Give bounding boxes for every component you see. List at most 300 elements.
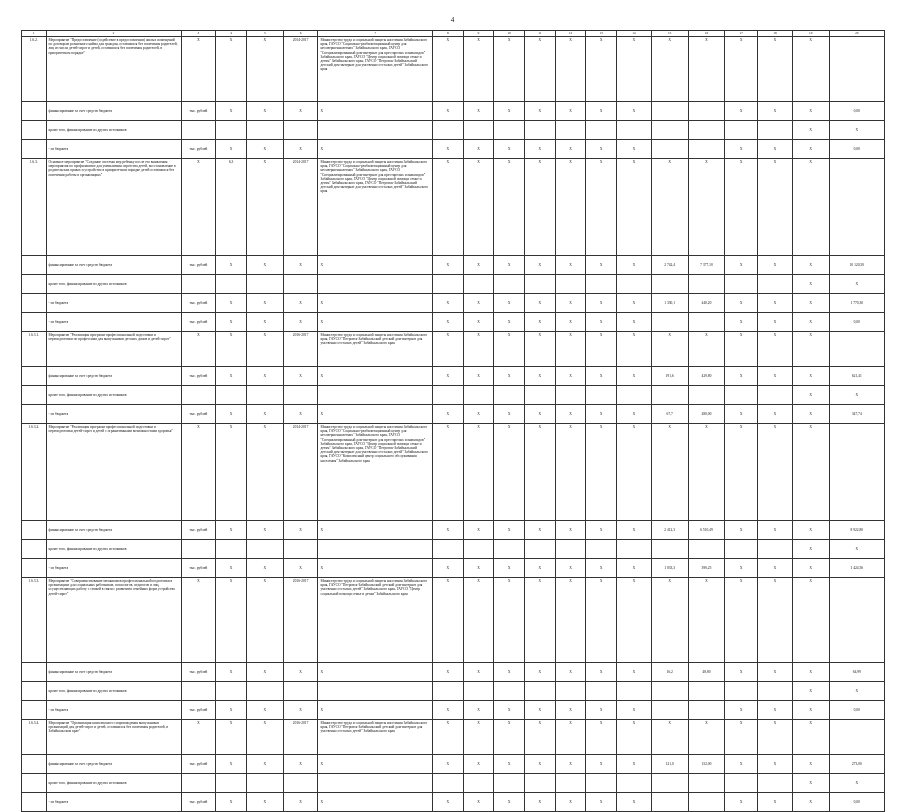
table-cell: X bbox=[758, 424, 793, 521]
table-cell bbox=[216, 774, 247, 793]
table-cell bbox=[22, 102, 47, 121]
table-cell: X bbox=[246, 424, 283, 521]
table-cell bbox=[725, 386, 758, 405]
table-cell bbox=[246, 275, 283, 294]
table-cell: X bbox=[725, 720, 758, 755]
table-cell: 280,00 bbox=[688, 405, 725, 424]
table-cell: X bbox=[283, 701, 318, 720]
budget-table bbox=[21, 30, 885, 812]
table-cell: X bbox=[688, 332, 725, 367]
funding-row bbox=[22, 102, 885, 121]
table-cell: - из бюджета bbox=[46, 313, 181, 332]
table-cell: 1.6.3.1. bbox=[22, 332, 47, 367]
table-cell: X bbox=[432, 793, 463, 812]
table-cell bbox=[555, 275, 586, 294]
table-cell: Министерство труда и социальной защиты населения Забайкальского края, ГАУСО "Петровск-Забайкальский детский дом-интернат для умственно отсталых детей" Забайкальского края, ГАУСО "Центр социальной помощи семье и детям" Забайкальского края bbox=[318, 578, 433, 663]
table-cell: X bbox=[792, 102, 829, 121]
table-cell: X bbox=[463, 102, 494, 121]
table-cell: X bbox=[555, 559, 586, 578]
table-cell: тыс. рублей bbox=[181, 793, 216, 812]
table-cell bbox=[651, 793, 688, 812]
table-cell: X bbox=[792, 793, 829, 812]
table-cell: тыс. рублей bbox=[181, 663, 216, 682]
table-cell: X bbox=[586, 755, 617, 774]
table-cell: X bbox=[725, 294, 758, 313]
table-cell: X bbox=[617, 294, 652, 313]
table-cell: X bbox=[463, 755, 494, 774]
table-cell bbox=[181, 540, 216, 559]
table-cell: X bbox=[725, 559, 758, 578]
table-cell: X bbox=[725, 37, 758, 102]
table-cell bbox=[555, 540, 586, 559]
table-cell bbox=[651, 140, 688, 159]
table-cell: X bbox=[792, 663, 829, 682]
table-cell bbox=[283, 386, 318, 405]
table-cell: X bbox=[318, 140, 433, 159]
measure-row bbox=[22, 37, 885, 102]
table-cell bbox=[216, 682, 247, 701]
table-cell bbox=[725, 774, 758, 793]
table-cell bbox=[432, 774, 463, 793]
table-cell: X bbox=[792, 720, 829, 755]
column-header: 7 bbox=[318, 31, 433, 37]
table-cell bbox=[22, 256, 47, 275]
table-cell bbox=[758, 121, 793, 140]
measure-row bbox=[22, 720, 885, 755]
table-cell: X bbox=[432, 313, 463, 332]
table-cell: X bbox=[494, 37, 525, 102]
table-cell: X bbox=[283, 793, 318, 812]
table-cell: X bbox=[651, 37, 688, 102]
table-cell: X bbox=[525, 140, 556, 159]
table-cell bbox=[283, 275, 318, 294]
table-cell: X bbox=[555, 793, 586, 812]
table-cell: X bbox=[525, 294, 556, 313]
table-cell: X bbox=[494, 521, 525, 540]
table-cell: X bbox=[555, 578, 586, 663]
table-cell: X bbox=[246, 578, 283, 663]
table-cell: X bbox=[463, 578, 494, 663]
funding-row bbox=[22, 256, 885, 275]
table-cell: X bbox=[525, 663, 556, 682]
table-cell bbox=[432, 540, 463, 559]
table-cell bbox=[555, 682, 586, 701]
table-cell: X bbox=[318, 701, 433, 720]
table-cell: X bbox=[525, 559, 556, 578]
table-cell: X bbox=[432, 424, 463, 521]
table-cell: X bbox=[525, 102, 556, 121]
table-cell bbox=[318, 540, 433, 559]
table-cell: X bbox=[494, 559, 525, 578]
table-cell: 1 033,3 bbox=[651, 559, 688, 578]
table-cell bbox=[432, 682, 463, 701]
table-cell: X bbox=[216, 793, 247, 812]
table-cell bbox=[758, 682, 793, 701]
table-cell: X bbox=[216, 578, 247, 663]
column-header: 10 bbox=[494, 31, 525, 37]
table-cell bbox=[688, 386, 725, 405]
table-cell bbox=[283, 682, 318, 701]
table-cell bbox=[494, 774, 525, 793]
table-cell: X bbox=[792, 140, 829, 159]
table-cell bbox=[283, 121, 318, 140]
table-cell: X bbox=[246, 701, 283, 720]
table-cell: X bbox=[318, 102, 433, 121]
table-cell: X bbox=[181, 578, 216, 663]
table-cell bbox=[651, 275, 688, 294]
table-cell: X bbox=[432, 521, 463, 540]
table-cell: финансирование за счет средств бюджета bbox=[46, 521, 181, 540]
table-cell: X bbox=[555, 367, 586, 386]
table-cell: 1.6.3.2. bbox=[22, 424, 47, 521]
table-cell: X bbox=[688, 424, 725, 521]
table-cell: X bbox=[617, 663, 652, 682]
table-cell bbox=[651, 701, 688, 720]
table-cell bbox=[617, 275, 652, 294]
table-cell: X bbox=[432, 159, 463, 256]
table-cell: X bbox=[463, 256, 494, 275]
table-cell bbox=[617, 774, 652, 793]
table-cell bbox=[688, 121, 725, 140]
table-cell bbox=[617, 540, 652, 559]
table-cell: X bbox=[555, 159, 586, 256]
table-cell bbox=[651, 121, 688, 140]
table-cell: X bbox=[525, 720, 556, 755]
table-cell: X bbox=[246, 559, 283, 578]
table-cell: X bbox=[758, 313, 793, 332]
table-cell bbox=[181, 774, 216, 793]
table-cell: X bbox=[586, 37, 617, 102]
table-cell: 8 922,80 bbox=[829, 521, 884, 540]
table-cell: X bbox=[586, 720, 617, 755]
table-cell: X bbox=[318, 793, 433, 812]
table-cell bbox=[494, 275, 525, 294]
table-cell: X bbox=[586, 313, 617, 332]
funding-row bbox=[22, 275, 885, 294]
table-cell bbox=[22, 405, 47, 424]
table-cell: 121,0 bbox=[651, 755, 688, 774]
table-cell: X bbox=[617, 256, 652, 275]
funding-row bbox=[22, 140, 885, 159]
table-cell: X bbox=[792, 578, 829, 663]
column-header: 19 bbox=[792, 31, 829, 37]
table-cell: X bbox=[463, 793, 494, 812]
table-cell: X bbox=[586, 102, 617, 121]
table-cell: X bbox=[792, 559, 829, 578]
table-cell: X bbox=[463, 701, 494, 720]
table-cell: X bbox=[463, 332, 494, 367]
table-cell: X bbox=[432, 367, 463, 386]
table-cell: X bbox=[246, 294, 283, 313]
table-cell: Министерство труда и социальной защиты населения Забайкальского края, ГАУСО "Социально-реабилитационный центр для несовершеннолетних" Забайкальского края, ГАУСО "Специализированный дом-интернат для престарелых и инвалидов" Забайкальского края, ГАУСО "Центр социальной помощи семье и детям" Забайкальского края, ГАУСО "Петровск-Забайкальский детский дом-интернат для умственно отсталых детей" Забайкальского края bbox=[318, 159, 433, 256]
column-header: 4 bbox=[216, 31, 247, 37]
table-cell: X bbox=[758, 102, 793, 121]
table-cell: X bbox=[617, 140, 652, 159]
table-cell: X bbox=[758, 701, 793, 720]
table-cell: Основное мероприятие "Создание системы мер ребенку после его выявления: мероприятия по профилактике для уменьшения сиротства детей, восстановление в родительских правах и устройство в приоритетном порядке детей оставшихся без попечения работы в организациях" bbox=[46, 159, 181, 256]
table-cell: X bbox=[651, 332, 688, 367]
table-cell: 2016-2017 bbox=[283, 578, 318, 663]
table-cell: X bbox=[555, 405, 586, 424]
table-cell: X bbox=[463, 559, 494, 578]
table-cell: X bbox=[494, 159, 525, 256]
table-cell: X bbox=[216, 256, 247, 275]
table-cell: X bbox=[792, 521, 829, 540]
table-cell: X bbox=[829, 682, 884, 701]
table-cell: 347,74 bbox=[829, 405, 884, 424]
table-cell: X bbox=[246, 793, 283, 812]
table-cell bbox=[463, 121, 494, 140]
table-cell: X bbox=[758, 755, 793, 774]
table-cell: X bbox=[494, 294, 525, 313]
table-cell: X bbox=[525, 755, 556, 774]
table-cell bbox=[22, 121, 47, 140]
table-cell: X bbox=[246, 102, 283, 121]
table-cell bbox=[586, 121, 617, 140]
table-cell: X bbox=[725, 578, 758, 663]
table-cell: X bbox=[216, 559, 247, 578]
table-cell bbox=[688, 701, 725, 720]
table-cell: X bbox=[318, 521, 433, 540]
table-cell: X bbox=[688, 37, 725, 102]
table-cell bbox=[22, 701, 47, 720]
table-cell: X bbox=[494, 367, 525, 386]
table-cell bbox=[758, 540, 793, 559]
table-cell: финансирование за счет средств бюджета bbox=[46, 367, 181, 386]
column-header: 14 bbox=[617, 31, 652, 37]
funding-row bbox=[22, 313, 885, 332]
table-cell bbox=[463, 774, 494, 793]
table-cell: 0,00 bbox=[829, 793, 884, 812]
table-cell: X bbox=[283, 294, 318, 313]
table-cell bbox=[246, 540, 283, 559]
table-cell: X bbox=[792, 774, 829, 793]
table-cell: 1.6.3. bbox=[22, 159, 47, 256]
table-cell bbox=[494, 540, 525, 559]
funding-row bbox=[22, 793, 885, 812]
table-cell: Мероприятие "Реализация программ профессиональной подготовки и переподготовки детей-сирот и детей с ограниченными возможностями здоровья" bbox=[46, 424, 181, 521]
table-cell: X bbox=[463, 37, 494, 102]
table-cell: X bbox=[758, 159, 793, 256]
table-cell: Министерство труда и социальной защиты населения Забайкальского края, ГАУСО "Социально-реабилитационный центр для несовершеннолетних" Забайкальского края, ГАУСО "Специализированный дом-интернат для престарелых и инвалидов" Забайкальского края, ГАУСО "Центр социальной помощи семье и детям" Забайкальского края, ГАУСО "Петровск-Забайкальский детский дом-интернат для умственно отсталых детей" Забайкальского края bbox=[318, 37, 433, 102]
table-cell bbox=[22, 313, 47, 332]
table-cell: X bbox=[283, 755, 318, 774]
table-cell: X bbox=[494, 102, 525, 121]
table-cell bbox=[181, 682, 216, 701]
table-cell: X bbox=[758, 663, 793, 682]
table-cell: X bbox=[432, 256, 463, 275]
table-cell bbox=[829, 159, 884, 256]
table-cell: X bbox=[246, 140, 283, 159]
table-cell: X bbox=[555, 332, 586, 367]
table-cell: X bbox=[586, 140, 617, 159]
table-cell: X bbox=[246, 332, 283, 367]
table-cell bbox=[318, 774, 433, 793]
table-cell bbox=[688, 102, 725, 121]
table-cell bbox=[617, 682, 652, 701]
table-cell: X bbox=[758, 140, 793, 159]
table-cell: X bbox=[525, 37, 556, 102]
table-cell: 1 424,56 bbox=[829, 559, 884, 578]
table-cell bbox=[318, 121, 433, 140]
table-cell: X bbox=[283, 367, 318, 386]
column-header: 2 bbox=[46, 31, 181, 37]
table-cell: X bbox=[318, 559, 433, 578]
table-cell: 152,00 bbox=[688, 755, 725, 774]
table-cell: X bbox=[586, 559, 617, 578]
table-cell bbox=[22, 386, 47, 405]
table-cell bbox=[829, 332, 884, 367]
table-cell: X bbox=[494, 793, 525, 812]
table-cell: - из бюджета bbox=[46, 294, 181, 313]
table-cell: X bbox=[792, 256, 829, 275]
table-cell: X bbox=[792, 424, 829, 521]
table-cell: X bbox=[725, 405, 758, 424]
table-cell: X bbox=[758, 521, 793, 540]
table-cell bbox=[555, 774, 586, 793]
funding-row bbox=[22, 755, 885, 774]
table-cell: X bbox=[586, 578, 617, 663]
table-cell: Министерство труда и социальной защиты населения Забайкальского края, ГАУСО "Петровск-Забайкальский детский дом-интернат для умственно отсталых детей" Забайкальского края bbox=[318, 720, 433, 755]
table-cell: X bbox=[829, 121, 884, 140]
table-cell: X bbox=[181, 37, 216, 102]
table-cell bbox=[494, 121, 525, 140]
table-cell: X bbox=[586, 793, 617, 812]
table-cell: X bbox=[494, 424, 525, 521]
table-cell bbox=[22, 682, 47, 701]
table-cell bbox=[617, 386, 652, 405]
table-cell: 0,00 bbox=[829, 701, 884, 720]
table-cell bbox=[651, 682, 688, 701]
table-cell: X bbox=[758, 405, 793, 424]
table-cell: X bbox=[651, 159, 688, 256]
table-cell: X bbox=[494, 663, 525, 682]
table-cell: X bbox=[525, 313, 556, 332]
table-cell bbox=[586, 386, 617, 405]
table-cell: X bbox=[725, 755, 758, 774]
table-cell bbox=[246, 121, 283, 140]
table-cell: 16,2 bbox=[651, 663, 688, 682]
table-cell bbox=[22, 559, 47, 578]
table-cell: X bbox=[758, 578, 793, 663]
table-cell: X bbox=[246, 37, 283, 102]
table-cell: кроме того, финансирование из других источников bbox=[46, 682, 181, 701]
table-cell: X bbox=[318, 313, 433, 332]
funding-row bbox=[22, 405, 885, 424]
table-cell: тыс. рублей bbox=[181, 521, 216, 540]
table-cell: X bbox=[617, 424, 652, 521]
table-cell: X bbox=[586, 159, 617, 256]
table-cell: X bbox=[216, 37, 247, 102]
table-cell: тыс. рублей bbox=[181, 755, 216, 774]
table-cell bbox=[758, 774, 793, 793]
table-cell: X bbox=[432, 720, 463, 755]
table-cell: X bbox=[525, 405, 556, 424]
table-cell bbox=[463, 682, 494, 701]
column-header: 20 bbox=[829, 31, 884, 37]
table-cell: X bbox=[216, 102, 247, 121]
table-cell bbox=[22, 540, 47, 559]
table-cell: X bbox=[216, 140, 247, 159]
funding-row bbox=[22, 121, 885, 140]
table-cell: X bbox=[792, 682, 829, 701]
table-cell: тыс. рублей bbox=[181, 405, 216, 424]
table-cell bbox=[494, 682, 525, 701]
table-cell: X bbox=[216, 424, 247, 521]
table-cell bbox=[22, 793, 47, 812]
funding-row bbox=[22, 682, 885, 701]
table-cell: X bbox=[586, 701, 617, 720]
table-cell bbox=[525, 682, 556, 701]
table-cell: 0,00 bbox=[829, 313, 884, 332]
table-cell: тыс. рублей bbox=[181, 559, 216, 578]
table-cell: X bbox=[586, 256, 617, 275]
table-cell: X bbox=[725, 256, 758, 275]
table-cell bbox=[758, 386, 793, 405]
table-cell: X bbox=[758, 37, 793, 102]
table-cell: X bbox=[758, 720, 793, 755]
table-cell: 390,25 bbox=[688, 559, 725, 578]
table-cell: X bbox=[216, 405, 247, 424]
table-cell: X bbox=[525, 578, 556, 663]
table-cell bbox=[283, 540, 318, 559]
table-cell: X bbox=[246, 663, 283, 682]
table-cell: кроме того, финансирование из других источников bbox=[46, 121, 181, 140]
table-cell bbox=[586, 682, 617, 701]
table-cell: 6 510,49 bbox=[688, 521, 725, 540]
table-cell: - из бюджета bbox=[46, 701, 181, 720]
table-cell bbox=[688, 793, 725, 812]
table-cell: X bbox=[494, 701, 525, 720]
table-cell: 1.6.3.3. bbox=[22, 578, 47, 663]
column-header: 9 bbox=[463, 31, 494, 37]
table-cell: X bbox=[725, 701, 758, 720]
table-cell: X bbox=[432, 755, 463, 774]
table-cell: X bbox=[688, 720, 725, 755]
table-cell: X bbox=[432, 140, 463, 159]
table-cell: X bbox=[463, 405, 494, 424]
table-cell: X bbox=[725, 793, 758, 812]
table-cell: X bbox=[318, 405, 433, 424]
table-cell: X bbox=[216, 755, 247, 774]
table-cell: X bbox=[216, 720, 247, 755]
table-cell: X bbox=[586, 367, 617, 386]
table-cell bbox=[829, 37, 884, 102]
table-cell: X bbox=[758, 367, 793, 386]
funding-row bbox=[22, 386, 885, 405]
table-cell: Мероприятие "Совершенствование механизмов профессиональной подготовки в организациях для социальных работников, психологов, педагогов и лиц, осуществляющих работу с семьей в связи с развитием семейных форм устройства детей-сирот" bbox=[46, 578, 181, 663]
table-cell: 1.6.2. bbox=[22, 37, 47, 102]
table-cell: X bbox=[463, 720, 494, 755]
table-cell: X bbox=[688, 159, 725, 256]
table-cell bbox=[651, 386, 688, 405]
table-cell bbox=[181, 121, 216, 140]
table-cell: 621,41 bbox=[829, 367, 884, 386]
table-cell: X bbox=[725, 102, 758, 121]
table-cell: X bbox=[494, 578, 525, 663]
funding-row bbox=[22, 663, 885, 682]
table-cell: X bbox=[792, 755, 829, 774]
funding-row bbox=[22, 521, 885, 540]
table-cell bbox=[216, 386, 247, 405]
table-cell: X bbox=[651, 720, 688, 755]
table-cell: 191,6 bbox=[651, 367, 688, 386]
column-header: 17 bbox=[725, 31, 758, 37]
table-cell: X bbox=[246, 367, 283, 386]
table-cell bbox=[586, 540, 617, 559]
table-cell: X bbox=[617, 37, 652, 102]
table-cell: X bbox=[586, 521, 617, 540]
